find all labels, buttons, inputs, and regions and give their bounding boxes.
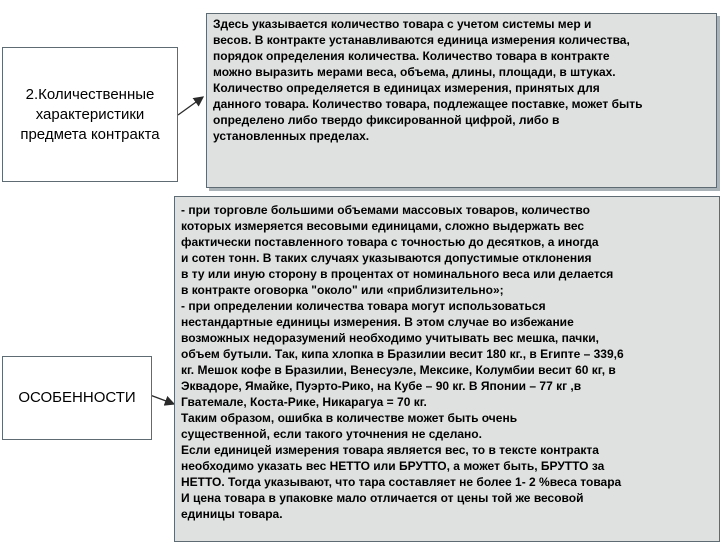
features-description-text: - при торговле большими объемами массовых товаров, количество которых измеряется весовыми единицами, сложно выдержать вес фактически поставленного товара с точностью до десятков, а иногда и сотен тонн. В таких случаях указываются допустимые отклонения в ту или иную сторону в процентах от номинального веса или делается в контракте оговорка "около" или «приблизительно»; - при определении количества товара могут использоваться нестандартные единицы измерения. В этом случае во избежание возможных недоразумений необходимо учитывать вес мешка, пачки, объем бутыли. Так, кипа хлопка в Бразилии весит 180 кг., в Египте – 339,6 кг. Мешок кофе в Бразилии, Венесуэле, Мексике, Колумбии весит 60 кг, в Эквадоре, Ямайке, Пуэрто-Рико, на Кубе – 90 кг. В Японии – 77 кг ,в Гватемале, Коста-Рике, Никарагуа = 70 кг. Таким образом, ошибка в количестве может быть очень существенной, если такого уточнения не сделано. Если единицей измерения товара является вес, то в тексте контракта необходимо указать вес НЕТТО или БРУТТО, а может быть, БРУТТО за НЕТТО. Тогда указывают, что тара составляет не более 1- 2 %веса товара И цена товара в упаковке мало отличается от цены той же весовой единицы товара.: [181, 203, 624, 521]
quantity-description-box: [206, 13, 717, 188]
connector-top-arrow: [178, 97, 203, 115]
features-description-box: [174, 196, 720, 542]
features-box: [2, 356, 152, 440]
characteristics-label: 2.Количественные характеристики предмета контракта: [20, 85, 160, 143]
characteristics-box: [2, 47, 178, 182]
connector-bottom-arrow: [150, 395, 174, 404]
quantity-description-text: Здесь указывается количество товара с учетом системы мер и весов. В контракте устанавливаются единица измерения количества, порядок определения количества. Количество товара в контракте можно выразить мерами веса, объема, длины, площади, в штуках. Количество определяется в единицах измерения, принятых для данного товара. Количество товара, подлежащее поставке, может быть определено либо твердо фиксированной цифрой, либо в установленных пределах.: [213, 17, 643, 143]
features-label: ОСОБЕННОСТИ: [18, 389, 136, 406]
